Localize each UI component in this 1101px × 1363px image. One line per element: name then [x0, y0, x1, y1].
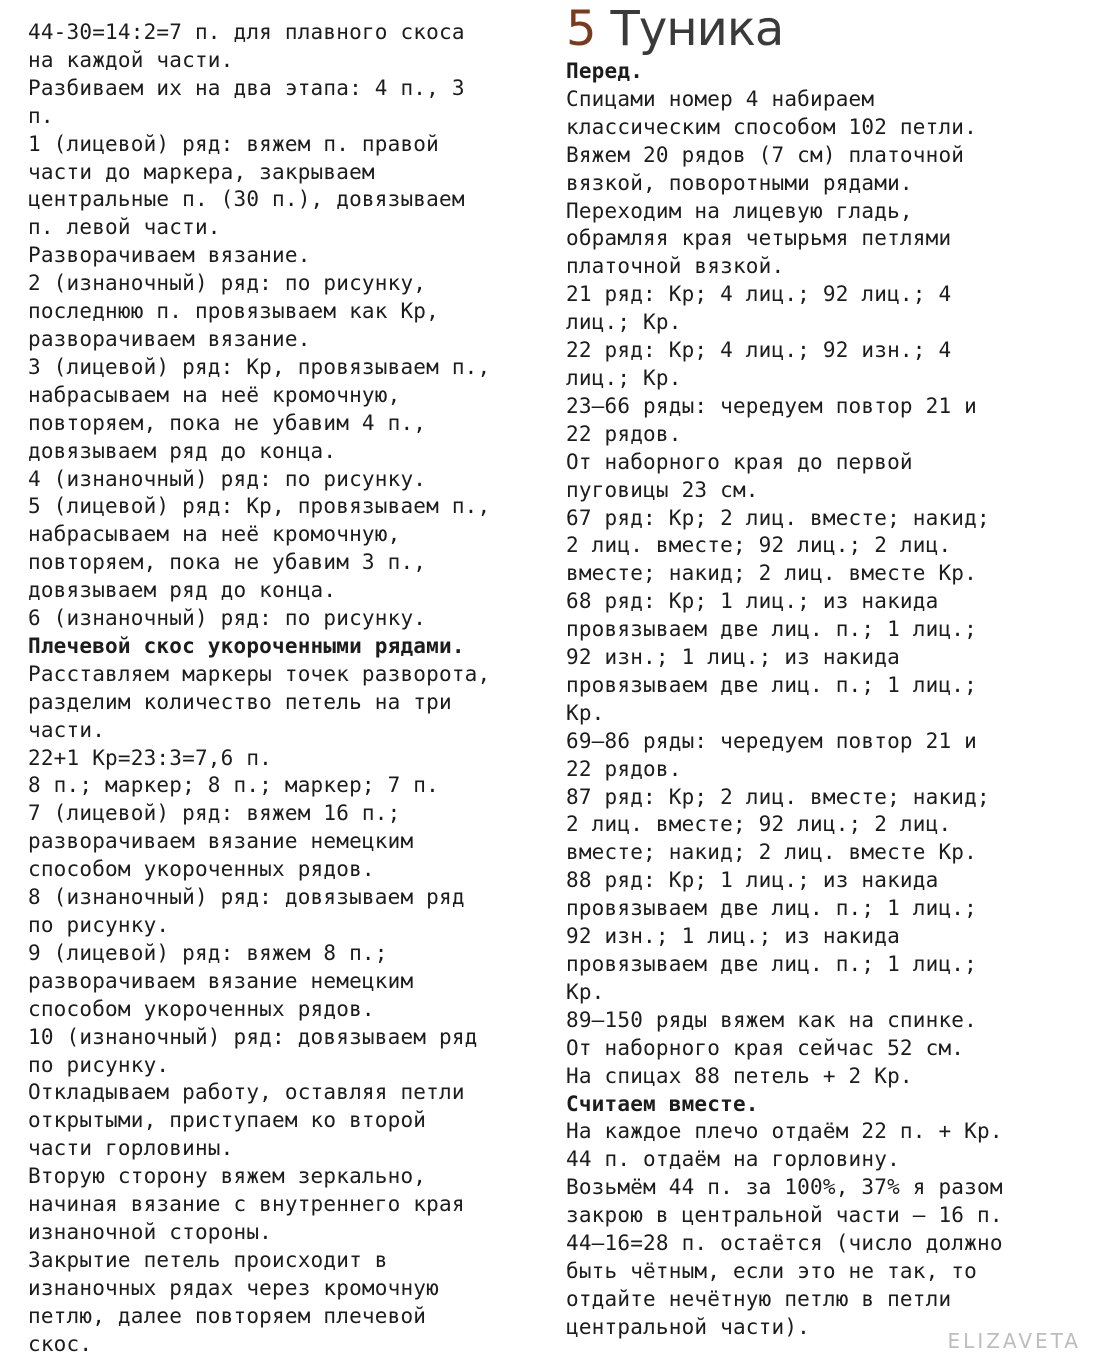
text-line: 22 ряд: Кр; 4 лиц.; 92 изн.; 4	[566, 338, 952, 363]
text-line: платочной вязкой.	[566, 254, 785, 279]
text-line: вместе; накид; 2 лиц. вместе Кр.	[566, 840, 977, 865]
text-line: разворачиваем вязание немецким	[28, 829, 414, 854]
text-line: 88 ряд: Кр; 1 лиц.; из накида	[566, 868, 939, 893]
text-line: петлю, далее повторяем плечевой	[28, 1303, 427, 1328]
text-line: части.	[28, 717, 106, 742]
text-line: разворачиваем вязание.	[28, 326, 311, 351]
text-line: центральной части).	[566, 1314, 811, 1339]
text-line: на каждой части.	[28, 47, 234, 72]
text-line: 44-30=14:2=7 п. для плавного скоса	[28, 20, 465, 44]
section-title: Туника	[610, 1, 784, 57]
text-line: центральные п. (30 п.), довязываем	[28, 187, 465, 212]
text-line: Спицами номер 4 набираем	[566, 86, 875, 111]
text-line: 92 изн.; 1 лиц.; из накида	[566, 924, 900, 949]
text-line: набрасываем на неё кромочную,	[28, 522, 401, 547]
text-line: п.	[28, 103, 54, 128]
text-line: п. левой части.	[28, 215, 221, 240]
text-line: 10 (изнаночный) ряд: довязываем ряд	[28, 1024, 478, 1049]
text-line: 8 (изнаночный) ряд: довязываем ряд	[28, 885, 465, 910]
text-line: открытыми, приступаем ко второй	[28, 1108, 427, 1133]
text-line: лиц.; Кр.	[566, 310, 682, 335]
text-line: разделим количество петель на три	[28, 689, 452, 714]
text-line: довязываем ряд до конца.	[28, 578, 337, 603]
text-line: Вторую сторону вяжем зеркально,	[28, 1164, 427, 1189]
text-line: пуговицы 23 см.	[566, 477, 759, 502]
text-line: 3 (лицевой) ряд: Кр, провязываем п.,	[28, 354, 491, 379]
text-line: 7 (лицевой) ряд: вяжем 16 п.;	[28, 801, 401, 826]
text-line: довязываем ряд до конца.	[28, 438, 337, 463]
text-line: 68 ряд: Кр; 1 лиц.; из накида	[566, 589, 939, 614]
watermark: ELIZAVETA	[947, 1329, 1081, 1353]
text-line: повторяем, пока не убавим 4 п.,	[28, 410, 427, 435]
text-line: изнаночной стороны.	[28, 1219, 273, 1244]
text-line: 22+1 Кр=23:3=7,6 п.	[28, 745, 273, 770]
section-heading	[566, 0, 1096, 58]
text-line: 44 п. отдаём на горловину.	[566, 1147, 900, 1172]
text-line: способом укороченных рядов.	[28, 996, 375, 1021]
text-line: быть чётным, если это не так, то	[566, 1258, 977, 1283]
text-line: Разворачиваем вязание.	[28, 243, 311, 268]
text-line: лиц.; Кр.	[566, 365, 682, 390]
text-line: обрамляя края четырьмя петлями	[566, 226, 952, 251]
text-line: 21 ряд: Кр; 4 лиц.; 92 лиц.; 4	[566, 282, 952, 307]
text-line: 4 (изнаночный) ряд: по рисунку.	[28, 466, 427, 491]
text-line: Кр.	[566, 700, 605, 725]
text-line: Кр.	[566, 979, 605, 1004]
text-line: Откладываем работу, оставляя петли	[28, 1080, 465, 1105]
text-line: вместе; накид; 2 лиц. вместе Кр.	[566, 561, 977, 586]
text-line: 23–66 ряды: чередуем повтор 21 и	[566, 393, 977, 418]
text-line: 5 (лицевой) ряд: Кр, провязываем п.,	[28, 494, 491, 519]
text-line: разворачиваем вязание немецким	[28, 968, 414, 993]
text-line: 6 (изнаночный) ряд: по рисунку.	[28, 606, 427, 631]
text-line: 1 (лицевой) ряд: вяжем п. правой	[28, 131, 439, 156]
text-line: От наборного края до первой	[566, 449, 913, 474]
text-line: повторяем, пока не убавим 3 п.,	[28, 550, 427, 575]
text-line: Возьмём 44 п. за 100%, 37% я разом	[566, 1175, 1003, 1200]
section-subheading: Перед.	[566, 59, 644, 83]
text-line: способом укороченных рядов.	[28, 857, 375, 882]
section-subheading: Плечевой скос укороченными рядами.	[28, 633, 465, 658]
text-line: От наборного края сейчас 52 см.	[566, 1035, 965, 1060]
right-column	[566, 0, 1096, 1342]
text-line: последнюю п. провязываем как Кр,	[28, 299, 439, 324]
text-line: 22 рядов.	[566, 421, 682, 446]
text-line: изнаночных рядах через кромочную	[28, 1275, 439, 1300]
text-line: На спицах 88 петель + 2 Кр.	[566, 1063, 913, 1088]
text-line: провязываем две лиц. п.; 1 лиц.;	[566, 952, 977, 976]
text-line: закрою в центральной части – 16 п.	[566, 1203, 1003, 1228]
text-line: провязываем две лиц. п.; 1 лиц.;	[566, 617, 977, 642]
text-line: 9 (лицевой) ряд: вяжем 8 п.;	[28, 940, 388, 965]
text-line: 69–86 ряды: чередуем повтор 21 и	[566, 728, 977, 753]
text-line: Расставляем маркеры точек разворота,	[28, 661, 491, 686]
text-line: 89–150 ряды вяжем как на спинке.	[566, 1007, 977, 1032]
text-line: На каждое плечо отдаём 22 п. + Кр.	[566, 1119, 1003, 1144]
text-line: 44–16=28 п. остаётся (число должно	[566, 1231, 1003, 1256]
text-line: по рисунку.	[28, 913, 170, 937]
text-line: 67 ряд: Кр; 2 лиц. вместе; накид;	[566, 505, 990, 530]
text-line: провязываем две лиц. п.; 1 лиц.;	[566, 672, 977, 697]
text-line: классическим способом 102 петли.	[566, 114, 977, 139]
text-line: Закрытие петель происходит в	[28, 1247, 388, 1272]
text-line: части горловины.	[28, 1136, 234, 1161]
section-number: 5	[566, 1, 597, 57]
right-column-body	[566, 58, 1096, 1342]
text-line: 92 изн.; 1 лиц.; из накида	[566, 645, 900, 670]
text-line: 2 лиц. вместе; 92 лиц.; 2 лиц.	[566, 812, 952, 837]
text-line: 8 п.; маркер; 8 п.; маркер; 7 п.	[28, 773, 439, 798]
text-line: провязываем две лиц. п.; 1 лиц.;	[566, 896, 977, 921]
text-line: отдайте нечётную петлю в петли	[566, 1286, 952, 1311]
text-line: 87 ряд: Кр; 2 лиц. вместе; накид;	[566, 784, 990, 809]
text-line: вязкой, поворотными рядами.	[566, 170, 913, 195]
text-line: Разбиваем их на два этапа: 4 п., 3	[28, 75, 465, 100]
text-line: части до маркера, закрываем	[28, 159, 375, 184]
left-column	[28, 19, 558, 1359]
section-subheading: Считаем вместе.	[566, 1091, 759, 1116]
text-line: 22 рядов.	[566, 756, 682, 781]
text-line: скос.	[28, 1331, 93, 1356]
text-line: 2 лиц. вместе; 92 лиц.; 2 лиц.	[566, 533, 952, 558]
text-line: 2 (изнаночный) ряд: по рисунку,	[28, 271, 427, 296]
text-line: набрасываем на неё кромочную,	[28, 382, 401, 407]
text-line: начиная вязание с внутреннего края	[28, 1192, 465, 1217]
text-line: Вяжем 20 рядов (7 см) платочной	[566, 142, 965, 167]
text-line: по рисунку.	[28, 1052, 170, 1077]
text-line: Переходим на лицевую гладь,	[566, 198, 913, 223]
